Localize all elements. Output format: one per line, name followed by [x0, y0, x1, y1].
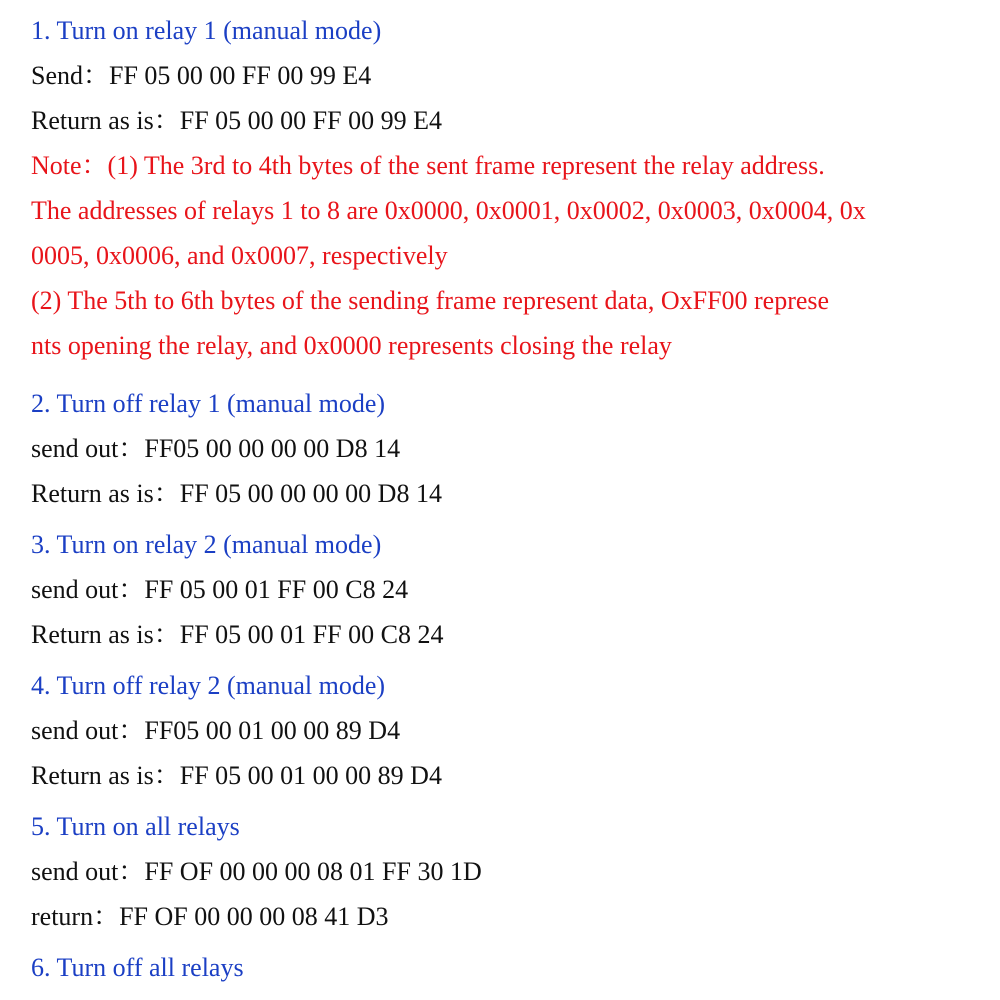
section-3-heading: 3. Turn on relay 2 (manual mode): [31, 530, 382, 559]
section-4-send: send out：FF05 00 01 00 00 89 D4: [31, 716, 401, 745]
section-5-return: return：FF OF 00 00 00 08 41 D3: [31, 902, 389, 931]
section-5-heading: 5. Turn on all relays: [31, 812, 240, 841]
section-3-return: Return as is：FF 05 00 01 FF 00 C8 24: [31, 620, 444, 649]
section-6-heading: 6. Turn off all relays: [31, 953, 244, 982]
section-2-heading: 2. Turn off relay 1 (manual mode): [31, 389, 386, 418]
section-1-note-line-1: Note：(1) The 3rd to 4th bytes of the sent frame represent the relay address.: [31, 151, 825, 180]
section-1-send: Send：FF 05 00 00 FF 00 99 E4: [31, 61, 372, 90]
section-4-heading: 4. Turn off relay 2 (manual mode): [31, 671, 386, 700]
section-1-note-line-2: The addresses of relays 1 to 8 are 0x0000, 0x0001, 0x0002, 0x0003, 0x0004, 0x: [31, 196, 866, 225]
section-4-return: Return as is：FF 05 00 01 00 00 89 D4: [31, 761, 442, 790]
section-1-heading: 1. Turn on relay 1 (manual mode): [31, 16, 382, 45]
section-1-note-line-5: nts opening the relay, and 0x0000 represents closing the relay: [31, 331, 672, 360]
section-3-send: send out：FF 05 00 01 FF 00 C8 24: [31, 575, 409, 604]
section-2-return: Return as is：FF 05 00 00 00 00 D8 14: [31, 479, 442, 508]
section-5-send: send out：FF OF 00 00 00 08 01 FF 30 1D: [31, 857, 482, 886]
section-1-note-line-3: 0005, 0x0006, and 0x0007, respectively: [31, 241, 448, 270]
section-1-return: Return as is：FF 05 00 00 FF 00 99 E4: [31, 106, 442, 135]
section-1-note-line-4: (2) The 5th to 6th bytes of the sending frame represent data, OxFF00 represe: [31, 286, 830, 315]
section-2-send: send out：FF05 00 00 00 00 D8 14: [31, 434, 401, 463]
